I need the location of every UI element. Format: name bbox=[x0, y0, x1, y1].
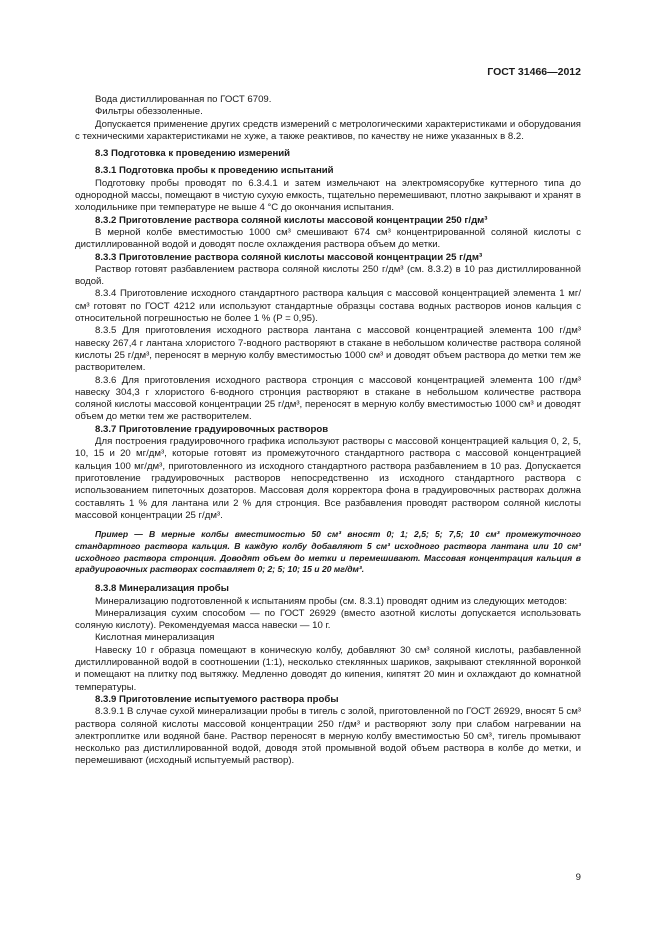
paragraph-8-3-1: Подготовку пробы проводят по 6.3.4.1 и затем измельчают на электромясорубке куттерного типа до однородной массы, помещают в чистую сухую емкость, тщательно перемешивают, плотно закрывают и хранят в холодильнике при температуре не выше 4 °С до окончания испытания. bbox=[75, 177, 581, 214]
paragraph-8-3-3: Раствор готовят разбавлением раствора соляной кислоты 250 г/дм³ (см. 8.3.2) в 10 раз дистиллированной водой. bbox=[75, 263, 581, 288]
paragraph-8-3-7: Для построения градуировочного графика используют растворы с массовой концентрацией кальция 0, 2, 5, 10, 15 и 20 мг/дм³, которые готовят из промежуточного стандартного раствора с массовой концентрацией кальция 100 мг/дм³, приготовленного из исходного стандартного раствора разбавлением в 10 раз. Допускается приготовление градуировочных растворов непосредственно из исходного стандартного раствора с использованием пипеточных дозаторов. Массовая доля корректора фона в градуировочных растворах должна составлять 1 % для лантана или 2 % для стронция. Все разбавления проводят раствором соляной кислоты массовой концентрации 25 г/дм³. bbox=[75, 436, 581, 521]
paragraph-8-3-2: В мерной колбе вместимостью 1000 см³ смешивают 674 см³ концентрированной соляной кислоты с дистиллированной водой и доводят после охлаждения раствора объем до метки. bbox=[75, 226, 581, 251]
paragraph-8-3-8-acid: Навеску 10 г образца помещают в коническую колбу, добавляют 30 см³ соляной кислоты, разбавленной дистиллированной водой в соотношении (1:1), несколько стеклянных шариков, закрывают стеклянной воронкой и помещают на плитку под вытяжку. Медленно доводят до кипения, кипятят 20 мин и охлаждают до комнатной температуры. bbox=[75, 644, 581, 693]
paragraph-8-3-8-dry: Минерализация сухим способом — по ГОСТ 26929 (вместо азотной кислоты допускается использовать соляную кислоту). Рекомендуемая масса навески — 10 г. bbox=[75, 607, 581, 632]
heading-8-3-1: 8.3.1 Подготовка пробы к проведению испытаний bbox=[95, 165, 334, 177]
heading-8-3-7: 8.3.7 Приготовление градуировочных растворов bbox=[95, 423, 329, 435]
heading-8-3-3: 8.3.3 Приготовление раствора соляной кислоты массовой концентрации 25 г/дм³ bbox=[95, 251, 483, 263]
example-note: Пример — В мерные колбы вместимостью 50 см³ вносят 0; 1; 2,5; 5; 7,5; 10 см³ промежуточного стандартного раствора кальция. В каждую колбу добавляют 5 см³ исходного раствора лантана или 10 см³ исходного раствора стронция. Доводят объем до метки и перемешивают. Массовая концентрация кальция в градуировочных растворах составляет 0; 2; 5; 10; 15 и 20 мг/дм³. bbox=[75, 529, 581, 575]
paragraph-water: Вода дистиллированная по ГОСТ 6709. bbox=[95, 94, 272, 105]
paragraph-8-3-8-methods: Минерализацию подготовленной к испытаниям пробы (см. 8.3.1) проводят одним из следующих методов: bbox=[95, 595, 568, 607]
paragraph-8-3-8-acid-title: Кислотная минерализация bbox=[95, 632, 215, 644]
heading-8-3-8: 8.3.8 Минерализация пробы bbox=[95, 583, 229, 595]
page-number: 9 bbox=[575, 872, 581, 883]
heading-8-3-9: 8.3.9 Приготовление испытуемого раствора пробы bbox=[95, 693, 339, 705]
heading-8-3: 8.3 Подготовка к проведению измерений bbox=[95, 148, 291, 160]
paragraph-8-3-4: 8.3.4 Приготовление исходного стандартного раствора кальция с массовой концентрацией элемента 1 мг/см³ готовят по ГОСТ 4212 или используют стандартные образцы состава водных растворов ионов кальция с относительной погрешностью не более 1 % (P = 0,95). bbox=[75, 288, 581, 325]
paragraph-8-3-5: 8.3.5 Для приготовления исходного раствора лантана с массовой концентрацией элемента 100 г/дм³ навеску 267,4 г лантана хлористого 7-водного растворяют в стакане в небольшом количестве раствора соляной кислоты 25 г/дм³, переносят в мерную колбу вместимостью 1000 см³ и доводят объем раствора до метки тем же растворителем. bbox=[75, 325, 581, 374]
heading-8-3-2: 8.3.2 Приготовление раствора соляной кислоты массовой концентрации 250 г/дм³ bbox=[95, 214, 488, 226]
paragraph-8-3-6: 8.3.6 Для приготовления исходного раствора стронция с массовой концентрацией элемента 100 г/дм³ навеску 304,3 г хлористого 6-водного стронция растворяют в стакане в небольшом количестве раствора соляной кислоты массовой концентрации 25 г/дм³, переносят в мерную колбу вместимостью 1000 см³ и доводят объем до метки тем же растворителем. bbox=[75, 374, 581, 423]
paragraph-8-3-9-1: 8.3.9.1 В случае сухой минерализации пробы в тигель с золой, приготовленной по ГОСТ 26929, вносят 5 см³ раствора соляной кислоты массовой концентрации 250 г/дм³ и растворяют золу при слабом нагревании на электроплитке или водяной бане. Раствор переносят в мерную колбу вместимостью 50 см³, тигель промывают несколько раз дистиллированной водой, доводя этой промывной водой объем раствора в колбе до метки, и перемешивают (исходный испытуемый раствор). bbox=[75, 706, 581, 767]
document-body bbox=[75, 94, 581, 768]
document-code-header: ГОСТ 31466—2012 bbox=[487, 66, 581, 78]
paragraph-alternatives: Допускается применение других средств измерений с метрологическими характеристиками и оборудования с техническими характеристиками не хуже, а также реактивов, по качеству не ниже указанных в 8.2. bbox=[75, 118, 581, 142]
paragraph-filters: Фильтры обеззоленные. bbox=[95, 106, 203, 118]
